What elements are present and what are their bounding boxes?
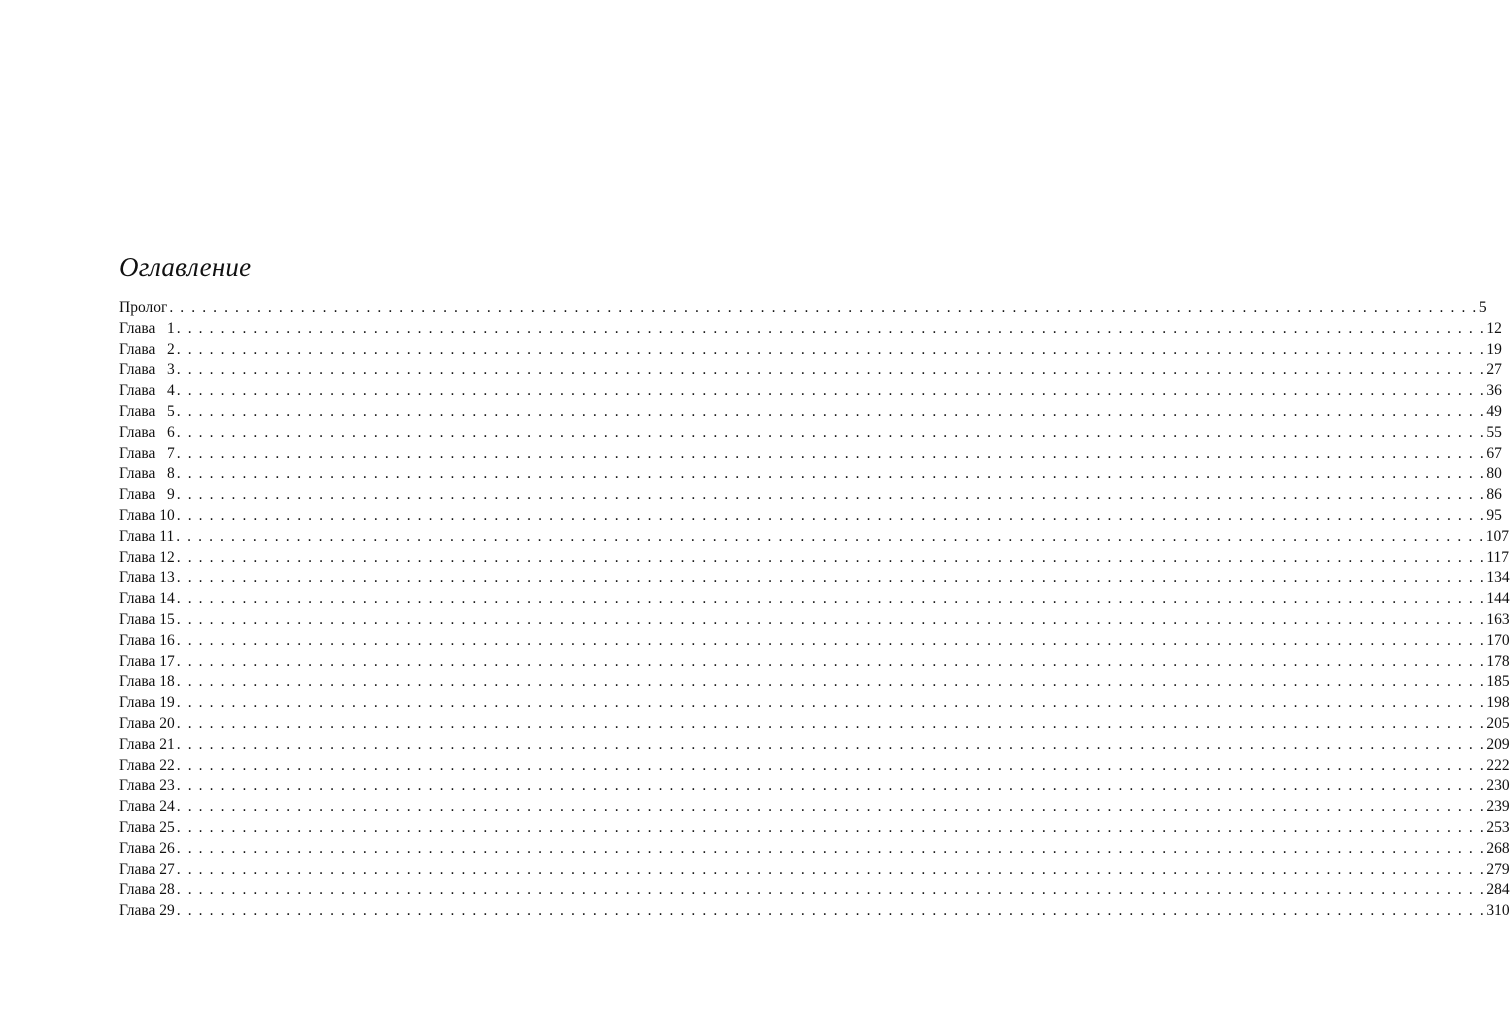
toc-entry[interactable] [119, 756, 1510, 777]
toc-entry-page-number: 163 [1486, 610, 1510, 628]
dot-leader: . . . . . . . . . . . . . . . . . . . . . . . . . . . . . . . . . . . . . . . . . . . . . . . . . . . . . . . . . . . . . . . . . . . . . . . . . . . . . . . . . . . . . . . . . . . . . . . . . . . . . . . . . . . . . . . . . . . . . . . . [176, 444, 1486, 462]
toc-entry-page-number: 178 [1486, 652, 1510, 670]
toc-entry-label: Глава 11 [119, 527, 175, 545]
toc-entry-page-number: 19 [1486, 340, 1502, 358]
dot-leader: . . . . . . . . . . . . . . . . . . . . . . . . . . . . . . . . . . . . . . . . . . . . . . . . . . . . . . . . . . . . . . . . . . . . . . . . . . . . . . . . . . . . . . . . . . . . . . . . . . . . . . . . . . . . . . . . . . . . . . . . [176, 652, 1486, 670]
toc-entry-label: Глава 5 [119, 402, 175, 420]
toc-entry-label: Глава 18 [119, 673, 175, 691]
dot-leader: . . . . . . . . . . . . . . . . . . . . . . . . . . . . . . . . . . . . . . . . . . . . . . . . . . . . . . . . . . . . . . . . . . . . . . . . . . . . . . . . . . . . . . . . . . . . . . . . . . . . . . . . . . . . . . . . . . . . . . . . [176, 423, 1486, 441]
dot-leader: . . . . . . . . . . . . . . . . . . . . . . . . . . . . . . . . . . . . . . . . . . . . . . . . . . . . . . . . . . . . . . . . . . . . . . . . . . . . . . . . . . . . . . . . . . . . . . . . . . . . . . . . . . . . . . . . . . . . . . . . [176, 735, 1486, 753]
dot-leader: . . . . . . . . . . . . . . . . . . . . . . . . . . . . . . . . . . . . . . . . . . . . . . . . . . . . . . . . . . . . . . . . . . . . . . . . . . . . . . . . . . . . . . . . . . . . . . . . . . . . . . . . . . . . . . . . . . . . . . . . [176, 631, 1486, 649]
dot-leader: . . . . . . . . . . . . . . . . . . . . . . . . . . . . . . . . . . . . . . . . . . . . . . . . . . . . . . . . . . . . . . . . . . . . . . . . . . . . . . . . . . . . . . . . . . . . . . . . . . . . . . . . . . . . . . . . . . . . . . . . [176, 818, 1486, 836]
toc-entry-label: Глава 19 [119, 694, 175, 712]
toc-entry[interactable] [119, 797, 1510, 818]
toc-entry-page-number: 284 [1486, 881, 1510, 899]
toc-list [119, 298, 1510, 922]
toc-entry[interactable] [119, 548, 1509, 569]
toc-entry-page-number: 12 [1486, 319, 1502, 337]
toc-entry[interactable] [119, 880, 1510, 901]
toc-entry-label: Пролог [119, 299, 168, 316]
toc-entry-label: Глава 27 [119, 860, 175, 878]
toc-entry-page-number: 117 [1486, 548, 1509, 566]
toc-entry[interactable] [119, 444, 1502, 465]
toc-entry[interactable] [119, 589, 1510, 610]
toc-entry[interactable] [119, 860, 1510, 881]
toc-entry-label: Глава 28 [119, 881, 175, 899]
toc-entry-page-number: 268 [1486, 839, 1510, 857]
toc-entry[interactable] [119, 631, 1510, 652]
toc-entry-label: Глава 25 [119, 818, 175, 836]
dot-leader: . . . . . . . . . . . . . . . . . . . . . . . . . . . . . . . . . . . . . . . . . . . . . . . . . . . . . . . . . . . . . . . . . . . . . . . . . . . . . . . . . . . . . . . . . . . . . . . . . . . . . . . . . . . . . . . . . . . . . . . . [176, 881, 1486, 899]
toc-entry-label: Глава 17 [119, 652, 175, 670]
toc-entry-label: Глава 2 [119, 340, 175, 358]
toc-entry-label: Глава 26 [119, 839, 175, 857]
toc-entry-page-number: 170 [1486, 631, 1510, 649]
toc-entry-page-number: 95 [1486, 506, 1502, 524]
dot-leader: . . . . . . . . . . . . . . . . . . . . . . . . . . . . . . . . . . . . . . . . . . . . . . . . . . . . . . . . . . . . . . . . . . . . . . . . . . . . . . . . . . . . . . . . . . . . . . . . . . . . . . . . . . . . . . . . . . . . . . . . [176, 382, 1486, 400]
toc-entry-label: Глава 12 [119, 548, 175, 566]
toc-entry[interactable] [119, 319, 1502, 340]
dot-leader: . . . . . . . . . . . . . . . . . . . . . . . . . . . . . . . . . . . . . . . . . . . . . . . . . . . . . . . . . . . . . . . . . . . . . . . . . . . . . . . . . . . . . . . . . . . . . . . . . . . . . . . . . . . . . . . . . . . . . . . . [176, 673, 1486, 691]
toc-entry-page-number: 67 [1486, 444, 1502, 462]
toc-entry-label: Глава 15 [119, 610, 175, 628]
toc-entry-label: Глава 4 [119, 382, 175, 400]
dot-leader: . . . . . . . . . . . . . . . . . . . . . . . . . . . . . . . . . . . . . . . . . . . . . . . . . . . . . . . . . . . . . . . . . . . . . . . . . . . . . . . . . . . . . . . . . . . . . . . . . . . . . . . . . . . . . . . . . . . . . . . . [176, 486, 1486, 504]
toc-entry-page-number: 86 [1486, 486, 1502, 504]
toc-entry-page-number: 205 [1486, 714, 1510, 732]
toc-entry-label: Глава 1 [119, 319, 175, 337]
toc-entry[interactable] [119, 652, 1510, 673]
toc-entry-page-number: 279 [1486, 860, 1510, 878]
toc-entry[interactable] [119, 735, 1510, 756]
dot-leader: . . . . . . . . . . . . . . . . . . . . . . . . . . . . . . . . . . . . . . . . . . . . . . . . . . . . . . . . . . . . . . . . . . . . . . . . . . . . . . . . . . . . . . . . . . . . . . . . . . . . . . . . . . . . . . . . . . . . . . . . [176, 527, 1485, 545]
toc-entry[interactable] [119, 610, 1510, 631]
toc-entry-page-number: 134 [1486, 569, 1510, 587]
toc-entry[interactable] [119, 298, 1487, 319]
toc-entry-label: Глава 24 [119, 798, 175, 816]
toc-entry-label: Глава 23 [119, 777, 175, 795]
toc-entry-page-number: 198 [1486, 694, 1510, 712]
toc-entry-page-number: 27 [1486, 361, 1502, 379]
toc-entry-page-number: 144 [1486, 590, 1510, 608]
toc-entry-page-number: 5 [1478, 299, 1487, 316]
toc-entry[interactable] [119, 381, 1502, 402]
toc-entry[interactable] [119, 464, 1502, 485]
toc-entry-label: Глава 20 [119, 714, 175, 732]
dot-leader: . . . . . . . . . . . . . . . . . . . . . . . . . . . . . . . . . . . . . . . . . . . . . . . . . . . . . . . . . . . . . . . . . . . . . . . . . . . . . . . . . . . . . . . . . . . . . . . . . . . . . . . . . . . . . . . . . . . . . . . . [176, 694, 1486, 712]
toc-entry[interactable] [119, 672, 1510, 693]
toc-entry-page-number: 80 [1486, 465, 1502, 483]
toc-entry-page-number: 185 [1486, 673, 1510, 691]
dot-leader: . . . . . . . . . . . . . . . . . . . . . . . . . . . . . . . . . . . . . . . . . . . . . . . . . . . . . . . . . . . . . . . . . . . . . . . . . . . . . . . . . . . . . . . . . . . . . . . . . . . . . . . . . . . . . . . . . . . . . . . . [176, 569, 1486, 587]
toc-entry[interactable] [119, 818, 1510, 839]
dot-leader: . . . . . . . . . . . . . . . . . . . . . . . . . . . . . . . . . . . . . . . . . . . . . . . . . . . . . . . . . . . . . . . . . . . . . . . . . . . . . . . . . . . . . . . . . . . . . . . . . . . . . . . . . . . . . . . . . . . . . . . . [176, 340, 1486, 358]
toc-entry-label: Глава 8 [119, 465, 175, 483]
toc-entry[interactable] [119, 901, 1510, 922]
dot-leader: . . . . . . . . . . . . . . . . . . . . . . . . . . . . . . . . . . . . . . . . . . . . . . . . . . . . . . . . . . . . . . . . . . . . . . . . . . . . . . . . . . . . . . . . . . . . . . . . . . . . . . . . . . . . . . . . . . . . . . . . [176, 610, 1486, 628]
dot-leader: . . . . . . . . . . . . . . . . . . . . . . . . . . . . . . . . . . . . . . . . . . . . . . . . . . . . . . . . . . . . . . . . . . . . . . . . . . . . . . . . . . . . . . . . . . . . . . . . . . . . . . . . . . . . . . . . . . . . . . . . [176, 506, 1486, 524]
toc-entry-label: Глава 13 [119, 569, 175, 587]
toc-title: Оглавление [119, 252, 252, 282]
toc-entry-label: Глава 14 [119, 590, 175, 608]
toc-entry[interactable] [119, 568, 1510, 589]
toc-entry-label: Глава 29 [119, 902, 175, 920]
dot-leader: . . . . . . . . . . . . . . . . . . . . . . . . . . . . . . . . . . . . . . . . . . . . . . . . . . . . . . . . . . . . . . . . . . . . . . . . . . . . . . . . . . . . . . . . . . . . . . . . . . . . . . . . . . . . . . . . . . . . . . . . [176, 361, 1486, 379]
toc-entry-label: Глава 7 [119, 444, 175, 462]
toc-entry[interactable] [119, 506, 1502, 527]
toc-entry[interactable] [119, 776, 1510, 797]
toc-entry-label: Глава 6 [119, 423, 175, 441]
dot-leader: . . . . . . . . . . . . . . . . . . . . . . . . . . . . . . . . . . . . . . . . . . . . . . . . . . . . . . . . . . . . . . . . . . . . . . . . . . . . . . . . . . . . . . . . . . . . . . . . . . . . . . . . . . . . . . . . . . . . . . . . [176, 839, 1486, 857]
dot-leader: . . . . . . . . . . . . . . . . . . . . . . . . . . . . . . . . . . . . . . . . . . . . . . . . . . . . . . . . . . . . . . . . . . . . . . . . . . . . . . . . . . . . . . . . . . . . . . . . . . . . . . . . . . . . . . . . . . . . . . . . [176, 756, 1486, 774]
toc-entry[interactable] [119, 485, 1502, 506]
toc-entry-label: Глава 10 [119, 506, 175, 524]
dot-leader: . . . . . . . . . . . . . . . . . . . . . . . . . . . . . . . . . . . . . . . . . . . . . . . . . . . . . . . . . . . . . . . . . . . . . . . . . . . . . . . . . . . . . . . . . . . . . . . . . . . . . . . . . . . . . . . . . . . . . . . . [176, 798, 1486, 816]
toc-entry-page-number: 222 [1486, 756, 1510, 774]
toc-entry[interactable] [119, 360, 1502, 381]
toc-entry-page-number: 49 [1486, 402, 1502, 420]
toc-entry[interactable] [119, 714, 1510, 735]
toc-entry[interactable] [119, 423, 1502, 444]
toc-entry-page-number: 55 [1486, 423, 1502, 441]
toc-entry-label: Глава 9 [119, 486, 175, 504]
dot-leader: . . . . . . . . . . . . . . . . . . . . . . . . . . . . . . . . . . . . . . . . . . . . . . . . . . . . . . . . . . . . . . . . . . . . . . . . . . . . . . . . . . . . . . . . . . . . . . . . . . . . . . . . . . . . . . . . . . . . . . . . [176, 714, 1486, 732]
dot-leader: . . . . . . . . . . . . . . . . . . . . . . . . . . . . . . . . . . . . . . . . . . . . . . . . . . . . . . . . . . . . . . . . . . . . . . . . . . . . . . . . . . . . . . . . . . . . . . . . . . . . . . . . . . . . . . . . . . . . . . . . [176, 590, 1486, 608]
toc-entry-page-number: 253 [1486, 818, 1510, 836]
toc-entry-label: Глава 22 [119, 756, 175, 774]
toc-entry[interactable] [119, 402, 1502, 423]
dot-leader: . . . . . . . . . . . . . . . . . . . . . . . . . . . . . . . . . . . . . . . . . . . . . . . . . . . . . . . . . . . . . . . . . . . . . . . . . . . . . . . . . . . . . . . . . . . . . . . . . . . . . . . . . . . . . . . . . . . . . . . . [176, 548, 1486, 566]
toc-entry[interactable] [119, 527, 1509, 548]
toc-entry-label: Глава 16 [119, 631, 175, 649]
dot-leader: . . . . . . . . . . . . . . . . . . . . . . . . . . . . . . . . . . . . . . . . . . . . . . . . . . . . . . . . . . . . . . . . . . . . . . . . . . . . . . . . . . . . . . . . . . . . . . . . . . . . . . . . . . . . . . . . . . . . . . . . [176, 319, 1486, 337]
toc-entry-page-number: 310 [1486, 902, 1510, 920]
toc-entry[interactable] [119, 693, 1510, 714]
toc-entry-page-number: 209 [1486, 735, 1510, 753]
toc-entry-page-number: 239 [1486, 798, 1510, 816]
toc-entry[interactable] [119, 340, 1502, 361]
toc-entry[interactable] [119, 839, 1510, 860]
toc-entry-page-number: 230 [1486, 777, 1510, 795]
dot-leader: . . . . . . . . . . . . . . . . . . . . . . . . . . . . . . . . . . . . . . . . . . . . . . . . . . . . . . . . . . . . . . . . . . . . . . . . . . . . . . . . . . . . . . . . . . . . . . . . . . . . . . . . . . . . . . . . . . . . . . . . [176, 860, 1486, 878]
toc-entry-label: Глава 3 [119, 361, 175, 379]
toc-entry-label: Глава 21 [119, 735, 175, 753]
dot-leader: . . . . . . . . . . . . . . . . . . . . . . . . . . . . . . . . . . . . . . . . . . . . . . . . . . . . . . . . . . . . . . . . . . . . . . . . . . . . . . . . . . . . . . . . . . . . . . . . . . . . . . . . . . . . . . . . . . . . . . . . [169, 299, 1478, 316]
toc-entry-page-number: 36 [1486, 382, 1502, 400]
dot-leader: . . . . . . . . . . . . . . . . . . . . . . . . . . . . . . . . . . . . . . . . . . . . . . . . . . . . . . . . . . . . . . . . . . . . . . . . . . . . . . . . . . . . . . . . . . . . . . . . . . . . . . . . . . . . . . . . . . . . . . . . [176, 777, 1486, 795]
toc-entry-page-number: 107 [1485, 527, 1509, 545]
dot-leader: . . . . . . . . . . . . . . . . . . . . . . . . . . . . . . . . . . . . . . . . . . . . . . . . . . . . . . . . . . . . . . . . . . . . . . . . . . . . . . . . . . . . . . . . . . . . . . . . . . . . . . . . . . . . . . . . . . . . . . . . [176, 402, 1486, 420]
dot-leader: . . . . . . . . . . . . . . . . . . . . . . . . . . . . . . . . . . . . . . . . . . . . . . . . . . . . . . . . . . . . . . . . . . . . . . . . . . . . . . . . . . . . . . . . . . . . . . . . . . . . . . . . . . . . . . . . . . . . . . . . [176, 465, 1486, 483]
dot-leader: . . . . . . . . . . . . . . . . . . . . . . . . . . . . . . . . . . . . . . . . . . . . . . . . . . . . . . . . . . . . . . . . . . . . . . . . . . . . . . . . . . . . . . . . . . . . . . . . . . . . . . . . . . . . . . . . . . . . . . . . [176, 902, 1486, 920]
